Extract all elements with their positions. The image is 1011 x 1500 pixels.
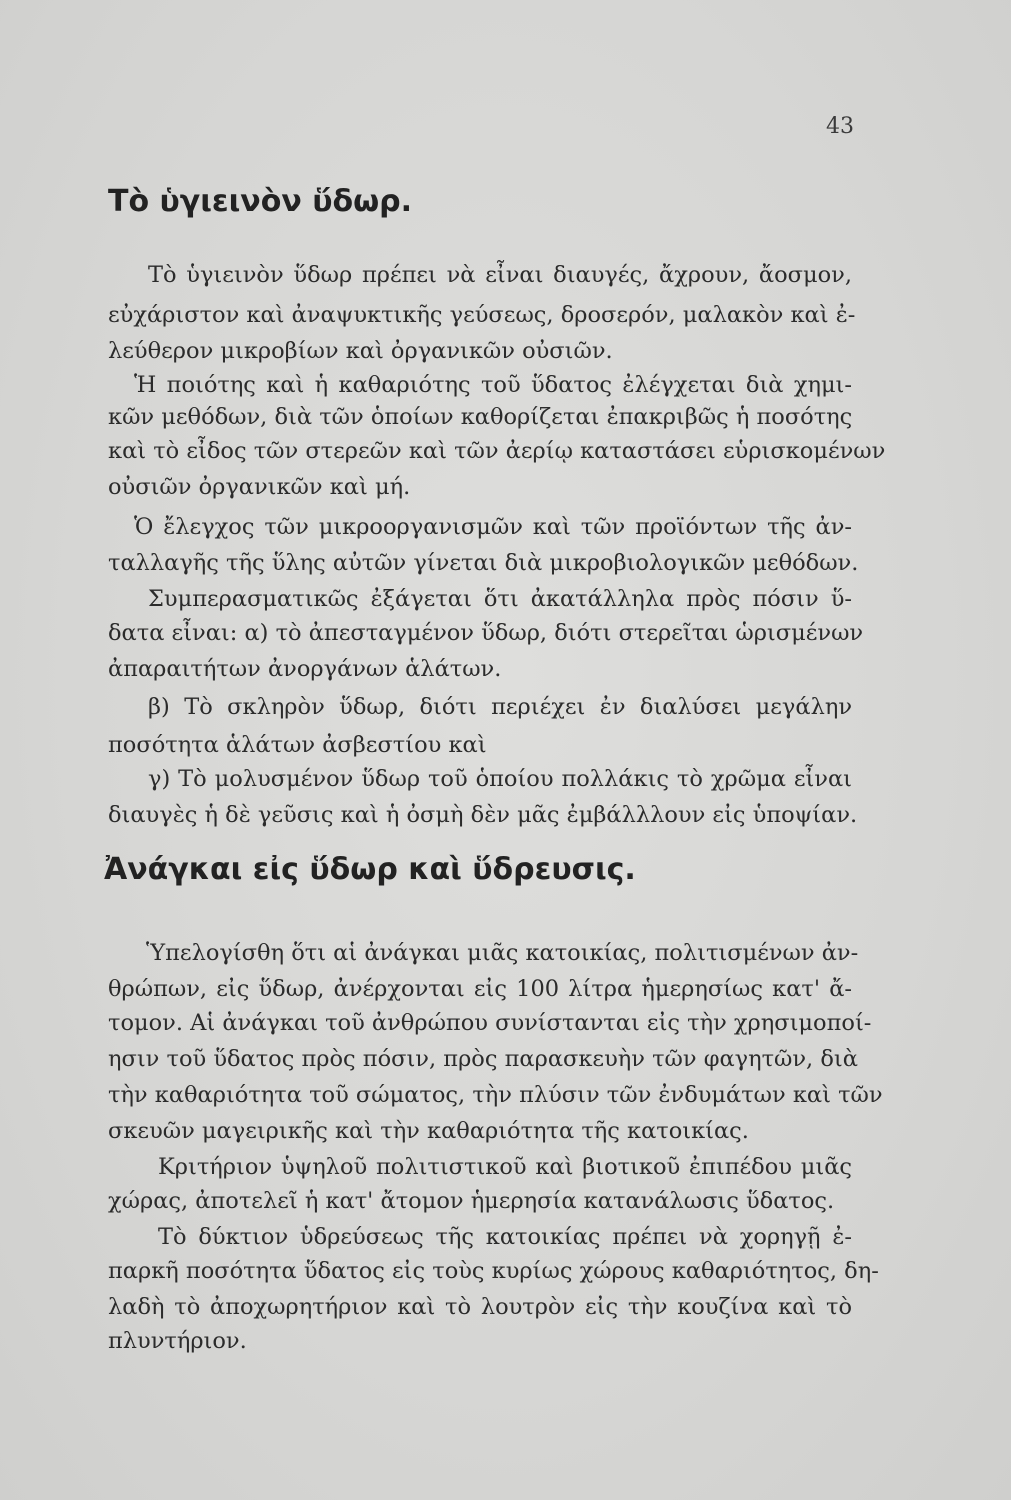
text-line: ποσότητα ἁλάτων ἀσβεστίου καὶ — [108, 732, 487, 758]
text-line: Ὑπελογίσθη ὅτι αἱ ἀνάγκαι μιᾶς κατοικίας, πολιτισμένων ἀν- — [146, 940, 859, 966]
text-line: πλυντήριον. — [108, 1328, 247, 1354]
page-number: 43 — [826, 114, 854, 139]
text-line: λεύθερον μικροβίων καὶ ὀργανικῶν οὐσιῶν. — [108, 338, 613, 364]
text-line: οὐσιῶν ὀργανικῶν καὶ μή. — [108, 474, 411, 500]
text-line: Συμπερασματικῶς ἐξάγεται ὅτι ἀκατάλληλα πρὸς πόσιν ὕ- — [148, 586, 852, 612]
text-line: τομον. Αἱ ἀνάγκαι τοῦ ἀνθρώπου συνίστανται εἰς τὴν χρησιμοποί- — [108, 1010, 872, 1036]
text-line: σκευῶν μαγειρικῆς καὶ τὴν καθαριότητα τῆς κατοικίας. — [108, 1118, 749, 1144]
text-line: κῶν μεθόδων, διὰ τῶν ὁποίων καθορίζεται ἐπακριβῶς ἡ ποσότης — [108, 404, 853, 430]
text-line: Ὁ ἔλεγχος τῶν μικροοργανισμῶν καὶ τῶν προϊόντων τῆς ἀν- — [134, 514, 852, 540]
text-line: Κριτήριον ὑψηλοῦ πολιτιστικοῦ καὶ βιοτικοῦ ἐπιπέδου μιᾶς — [158, 1154, 852, 1180]
text-line: Τὸ ὑγιεινὸν ὕδωρ πρέπει νὰ εἶναι διαυγές, ἄχρουν, ἄοσμον, — [148, 262, 852, 288]
section-heading-healthy-water: Τὸ ὑγιεινὸν ὕδωρ. — [108, 184, 413, 219]
text-line: εὐχάριστον καὶ ἀναψυκτικῆς γεύσεως, δροσερόν, μαλακὸν καὶ ἐ- — [108, 302, 856, 328]
text-line: τὴν καθαριότητα τοῦ σώματος, τὴν πλύσιν τῶν ἐνδυμάτων καὶ τῶν — [108, 1082, 883, 1108]
text-line: Ἡ ποιότης καὶ ἡ καθαριότης τοῦ ὕδατος ἐλέγχεται διὰ χημι- — [134, 372, 852, 398]
text-line: ταλλαγῆς τῆς ὕλης αὐτῶν γίνεται διὰ μικροβιολογικῶν μεθόδων. — [108, 550, 859, 576]
text-line: ησιν τοῦ ὕδατος πρὸς πόσιν, πρὸς παρασκευὴν τῶν φαγητῶν, διὰ — [108, 1046, 858, 1072]
text-line: χώρας, ἀποτελεῖ ἡ κατ' ἄτομον ἡμερησία κατανάλωσις ὕδατος. — [108, 1188, 835, 1214]
text-line: θρώπων, εἰς ὕδωρ, ἀνέρχονται εἰς 100 λίτρα ἡμερησίως κατ' ἄ- — [108, 976, 852, 1002]
text-line: διαυγὲς ἡ δὲ γεῦσις καὶ ἡ ὀσμὴ δὲν μᾶς ἐμβάλλλουν εἰς ὑποψίαν. — [108, 802, 858, 828]
text-line: δατα εἶναι: α) τὸ ἀπεσταγμένον ὕδωρ, διότι στερεῖται ὡρισμένων — [108, 620, 864, 646]
text-line: παρκῆ ποσότητα ὕδατος εἰς τοὺς κυρίως χώρους καθαριότητος, δη- — [108, 1258, 879, 1284]
text-line: ἀπαραιτήτων ἀνοργάνων ἁλάτων. — [108, 656, 502, 682]
text-line: γ) Τὸ μολυσμένον ὕδωρ τοῦ ὁποίου πολλάκις τὸ χρῶμα εἶναι — [148, 766, 852, 792]
text-line: Τὸ δύκτιον ὑδρεύσεως τῆς κατοικίας πρέπει νὰ χορηγῇ ἐ- — [158, 1224, 852, 1250]
text-line: λαδὴ τὸ ἀποχωρητήριον καὶ τὸ λουτρὸν εἰς τὴν κουζίνα καὶ τὸ — [108, 1294, 852, 1320]
text-line: β) Τὸ σκληρὸν ὕδωρ, διότι περιέχει ἐν διαλύσει μεγάλην — [148, 694, 852, 720]
section-heading-water-needs: Ἀνάγκαι εἰς ὕδωρ καὶ ὕδρευσις. — [104, 852, 636, 887]
text-line: καὶ τὸ εἶδος τῶν στερεῶν καὶ τῶν ἀερίῳ καταστάσει εὑρισκομένων — [108, 438, 886, 464]
